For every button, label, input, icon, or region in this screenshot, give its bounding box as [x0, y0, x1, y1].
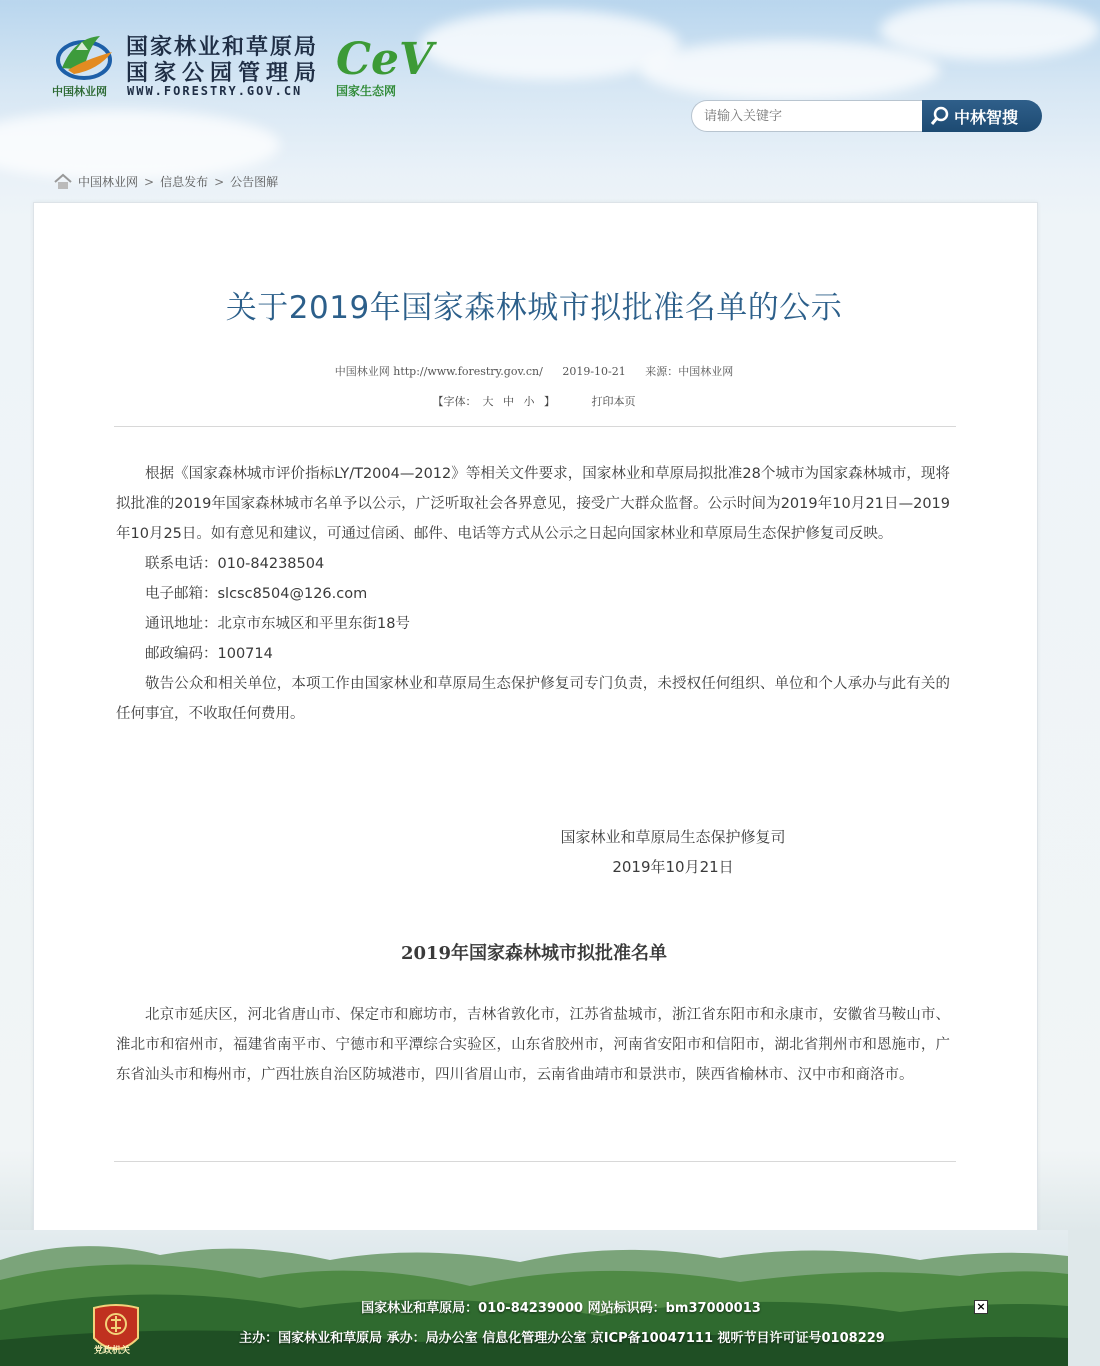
article-tools [0, 393, 1068, 409]
search-button[interactable] [922, 100, 1042, 132]
meta-date: 2019-10-21 [562, 365, 626, 378]
article-title: 关于2019年国家森林城市拟批准名单的公示 [225, 290, 843, 326]
contact-address: 通讯地址：北京市东城区和平里东街18号 [145, 616, 410, 632]
font-size-label: 【字体： [432, 395, 477, 408]
divider [114, 426, 956, 427]
search-input[interactable] [691, 100, 923, 132]
site-url: WWW.FORESTRY.GOV.CN [127, 84, 303, 98]
breadcrumb [54, 173, 278, 190]
breadcrumb-item-info[interactable]: 信息发布 [160, 175, 209, 189]
font-size-medium[interactable]: 中 [503, 395, 514, 408]
font-size-small[interactable]: 小 [523, 395, 535, 408]
contact-phone: 联系电话：010-84238504 [145, 556, 325, 572]
meta-site: 中国林业网 http://www.forestry.gov.cn/ [334, 365, 543, 378]
meta-source: 来源：中国林业网 [645, 365, 734, 378]
site-logo-label: 中国林业网 [52, 85, 107, 98]
search-button-label: 中林智搜 [954, 107, 1019, 127]
breadcrumb-separator: > [144, 174, 155, 189]
breadcrumb-item-home[interactable]: 中国林业网 [78, 175, 139, 189]
breadcrumb-separator: > [214, 174, 225, 189]
city-list: 北京市延庆区，河北省唐山市、保定市和廊坊市，吉林省敦化市，江苏省盐城市，浙江省东阳市和永康市，安徽省马鞍山市、淮北市和宿州市，福建省南平市、宁德市和平潭综合实验区，山东省胶州市，河南省安阳市和信阳市，湖北省荆州市和恩施市，广东省汕头市和梅州市，广西壮族自治区防城港市，四川省眉山市，云南省曲靖市和景洪市，陕西省榆林市、汉中市和商洛市。 [116, 1007, 950, 1083]
font-size-close: 】 [544, 395, 555, 408]
article-meta [0, 363, 1068, 379]
contact-postcode: 邮政编码：100714 [145, 646, 273, 662]
signature-date: 2019年10月21日 [612, 858, 734, 876]
badge-label: 党政机关 [94, 1346, 131, 1356]
partner-logo-label: 国家生态网 [336, 84, 397, 98]
print-page-link[interactable]: 打印本页 [591, 395, 636, 408]
paragraph-notice: 敬告公众和相关单位，本项工作由国家林业和草原局生态保护修复司专门负责，未授权任何组织、单位和个人承办与此有关的任何事宜，不收取任何费用。 [116, 676, 950, 722]
cev-logo-text: CeV [336, 34, 434, 85]
home-icon [54, 174, 72, 190]
font-size-large[interactable]: 大 [482, 395, 494, 408]
divider [114, 1161, 956, 1162]
org-name-line1: 国家林业和草原局 [126, 35, 319, 60]
breadcrumb-item-notice[interactable]: 公告图解 [230, 175, 279, 189]
article-body [116, 459, 950, 729]
cev-logo-icon[interactable] [334, 30, 434, 85]
list-title: 2019年国家森林城市拟批准名单 [400, 943, 668, 964]
paragraph-intro: 根据《国家森林城市评价指标LY/T2004—2012》等相关文件要求，国家林业和草原局拟批准28个城市为国家森林城市，现将拟批准的2019年国家森林城市名单予以公示，广泛听取社会各界意见，接受广大群众监督。公示时间为2019年10月21日—2019年10月25日。如有意见和建议，可通过信函、邮件、电话等方式从公示之日起向国家林业和草原局生态保护修复司反映。 [116, 466, 950, 542]
footer-contact: 国家林业和草原局：010-84239000 网站标识码：bm37000013 [361, 1301, 761, 1316]
signature-block [548, 822, 798, 882]
signature-org: 国家林业和草原局生态保护修复司 [560, 828, 786, 846]
search-icon [930, 106, 950, 126]
org-name-line2: 国家公园管理局 [126, 61, 323, 86]
forestry-logo-icon[interactable] [54, 30, 118, 82]
close-icon[interactable]: × [974, 1300, 988, 1314]
footer-sponsor: 主办：国家林业和草原局 承办：局办公室 信息化管理办公室 京ICP备10047111 视听节目许可证号0108229 [239, 1331, 885, 1346]
contact-email: 电子邮箱：slcsc8504@126.com [145, 586, 368, 602]
